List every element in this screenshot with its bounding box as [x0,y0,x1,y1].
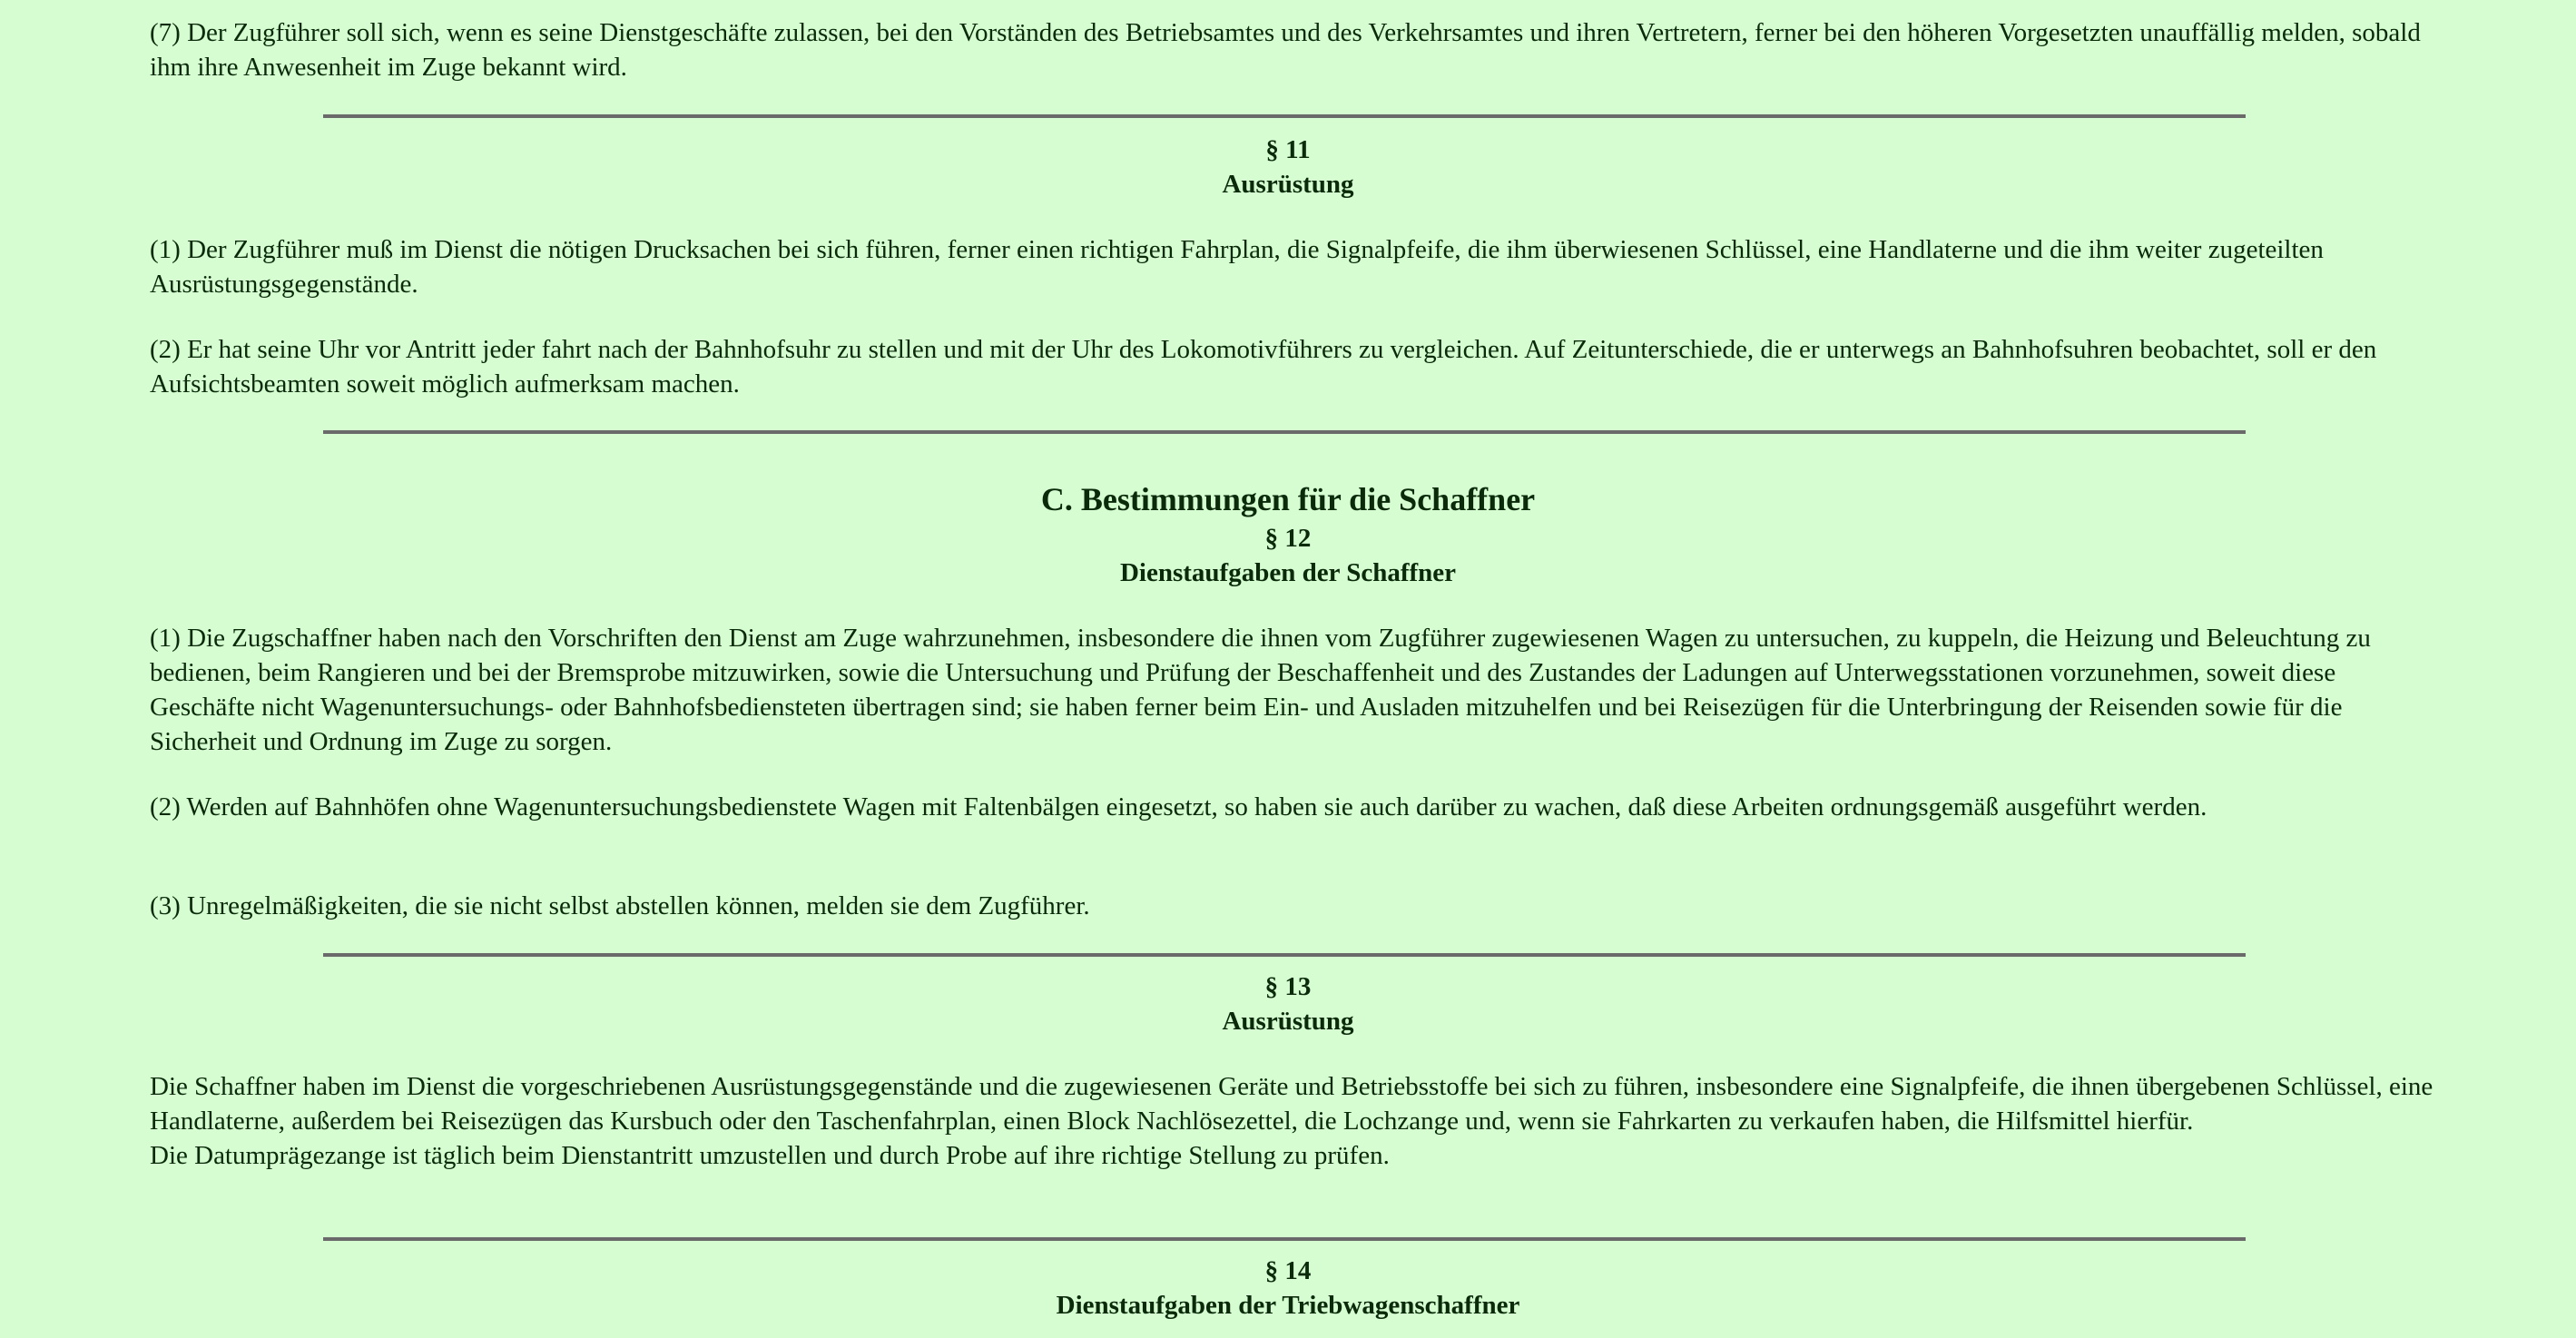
section-number: § 11 [1265,135,1311,164]
section-title: Dienstaufgaben der Schaffner [1119,558,1457,587]
paragraph-text: (2) Er hat seine Uhr vor Antritt jeder fahrt nach der Bahnhofsuhr zu stellen und mit der Uhr des Lokomotivführers zu vergleichen. Auf Zeitunterschiede, die er unterwegs an Bahnhofsuhren beobachtet, soll er den Aufsichtsbeamten soweit möglich aufmerksam machen. [150,335,2377,398]
section-title: Ausrüstung [1222,1007,1354,1036]
paragraph-s12-3 [150,889,2446,923]
paragraph-text: (7) Der Zugführer soll sich, wenn es seine Dienstgeschäfte zulassen, bei den Vorständen des Betriebsamtes und des Verkehrsamtes und ihren Vertretern, ferner bei den höheren Vorgesetzten unauffällig melden, sobald ihm ihre Anwesenheit im Zuge bekannt wird. [150,18,2421,82]
paragraph-text: Die Schaffner haben im Dienst die vorgeschriebenen Ausrüstungsgegenstände und die zugewiesenen Geräte und Betriebsstoffe bei sich zu führen, insbesondere eine Signalpfeife, die ihnen übergebenen Schlüssel, eine Handlaterne, außerdem bei Reisezügen das Kursbuch oder den Taschenfahrplan, einen Block Nachlösezettel, die Lochzange und, wenn sie Fahrkarten zu verkaufen haben, die Hilfsmittel hierfür. [150,1072,2433,1136]
paragraph-s11-2 [150,332,2446,401]
section-divider [323,114,2246,118]
section-number: § 14 [1264,1256,1312,1285]
paragraph-s12-2 [150,790,2446,824]
paragraph-s11-1 [150,232,2446,301]
chapter-heading-c: C. Bestimmungen für die Schaffner [1040,481,1536,517]
paragraph-s13-1 [150,1069,2446,1173]
paragraph-text: (3) Unregelmäßigkeiten, die sie nicht selbst abstellen können, melden sie dem Zugführer. [150,891,1090,920]
section-divider [323,430,2246,434]
section-number: § 13 [1264,972,1312,1001]
paragraph-text: Die Datumprägezange ist täglich beim Dienstantritt umzustellen und durch Probe auf ihre richtige Stellung zu prüfen. [150,1141,1390,1170]
section-heading-12 [0,521,2576,590]
paragraph-text: (2) Werden auf Bahnhöfen ohne Wagenuntersuchungsbedienstete Wagen mit Faltenbälgen eingesetzt, so haben sie auch darüber zu wachen, daß diese Arbeiten ordnungsgemäß ausgeführt werden. [150,792,2207,821]
paragraph-s12-1 [150,621,2446,759]
paragraph-text: (1) Der Zugführer muß im Dienst die nötigen Drucksachen bei sich führen, ferner einen richtigen Fahrplan, die Signalpfeife, die ihm überwiesenen Schlüssel, eine Handlaterne und die ihm weiter zugeteilten Ausrüstungsgegenstände. [150,235,2324,299]
section-divider [323,1237,2246,1241]
section-heading-11 [0,133,2576,202]
section-heading-13 [0,969,2576,1038]
section-title: Dienstaufgaben der Triebwagenschaffner [1056,1291,1520,1320]
section-divider [323,953,2246,957]
paragraph-s10-7 [150,15,2446,84]
section-title: Ausrüstung [1222,170,1354,199]
section-heading-14 [0,1254,2576,1323]
paragraph-text: (1) Die Zugschaffner haben nach den Vorschriften den Dienst am Zuge wahrzunehmen, insbesondere die ihnen vom Zugführer zugewiesenen Wagen zu untersuchen, zu kuppeln, die Heizung und Beleuchtung zu bedienen, beim Rangieren und bei der Bremsprobe mitzuwirken, sowie die Untersuchung und Prüfung der Beschaffenheit und des Zustandes der Ladungen auf Unterwegsstationen vorzunehmen, soweit diese Geschäfte nicht Wagenuntersuchungs- oder Bahnhofsbediensteten übertragen sind; sie haben ferner beim Ein- und Ausladen mitzuhelfen und bei Reisezügen für die Unterbringung der Reisenden sowie für die Sicherheit und Ordnung im Zuge zu sorgen. [150,624,2371,756]
section-number: § 12 [1264,524,1312,553]
